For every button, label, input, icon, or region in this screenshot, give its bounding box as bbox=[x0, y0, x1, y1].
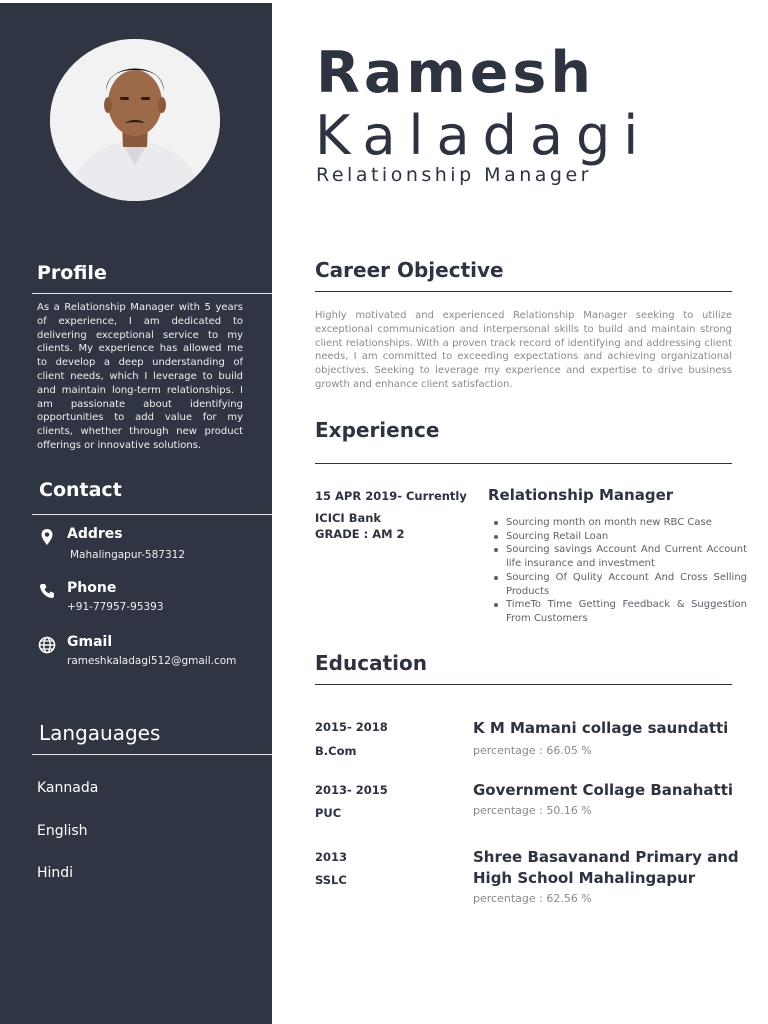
education-percentage: percentage : 62.56 % bbox=[473, 892, 592, 905]
sidebar bbox=[0, 3, 272, 1024]
list-item: Sourcing Retail Loan bbox=[493, 530, 747, 544]
language-item: English bbox=[37, 823, 88, 839]
profile-text: As a Relationship Manager with 5 years of experience, I am dedicated to delivering exceptional service to my clients. My experience has allowed me to develop a deep understanding of client needs, which I leverage to build and maintain long-term relationships. I am passionate about identifying opportunities to add value for my clients, whether through new product offerings or innovative solutions. bbox=[37, 302, 243, 451]
education-school: Shree Basavanand Primary and High School Mahalingapur bbox=[473, 848, 739, 887]
experience-role: Relationship Manager bbox=[488, 486, 674, 504]
phone-value: +91-77957-95393 bbox=[67, 601, 164, 613]
globe-icon bbox=[38, 636, 56, 654]
career-objective-text: Highly motivated and experienced Relationship Manager seeking to utilize exceptional communication and interpersonal skills to build and maintain strong client relationships. With a proven track record of identifying and addressing client needs, I am committed to exceeding expectations and achieving organizational objectives. Seeking to leverage my experience and expertise to drive business growth and enhance client satisfaction. bbox=[315, 310, 732, 390]
education-school: K M Mamani collage saundatti bbox=[473, 719, 729, 737]
gmail-value: rameshkaladagi512@gmail.com bbox=[67, 655, 237, 667]
education-years: 2013- 2015 bbox=[315, 783, 388, 797]
experience-grade: GRADE : AM 2 bbox=[315, 527, 405, 541]
education-degree: B.Com bbox=[315, 744, 357, 758]
last-name: Kaladagi bbox=[315, 104, 652, 167]
gmail-label: Gmail bbox=[67, 634, 113, 650]
experience-company: ICICI Bank bbox=[315, 511, 382, 525]
language-item: Kannada bbox=[37, 780, 99, 796]
experience-divider bbox=[315, 463, 732, 464]
languages-heading: Langauages bbox=[39, 721, 161, 745]
address-label: Addres bbox=[67, 526, 123, 542]
list-item: Sourcing savings Account And Current Account life insurance and investment bbox=[493, 543, 747, 570]
language-item: Hindi bbox=[37, 865, 74, 881]
location-pin-icon bbox=[38, 528, 56, 546]
contact-heading: Contact bbox=[39, 479, 122, 501]
phone-icon bbox=[38, 582, 56, 600]
experience-heading: Experience bbox=[315, 418, 440, 442]
list-item: Sourcing Of Qulity Account And Cross Selling Products bbox=[493, 571, 747, 598]
list-item: TimeTo Time Getting Feedback & Suggestion From Customers bbox=[493, 598, 747, 625]
education-years: 2015- 2018 bbox=[315, 720, 388, 734]
education-school: Government Collage Banahatti bbox=[473, 781, 734, 799]
avatar bbox=[50, 39, 220, 201]
profile-divider bbox=[32, 293, 272, 294]
experience-date: 15 APR 2019- Currently bbox=[315, 489, 467, 503]
phone-label: Phone bbox=[67, 580, 117, 596]
first-name: Ramesh bbox=[316, 40, 595, 106]
profile-heading: Profile bbox=[37, 262, 107, 284]
experience-duties bbox=[493, 516, 747, 626]
education-divider bbox=[315, 684, 732, 685]
education-degree: PUC bbox=[315, 806, 342, 820]
education-percentage: percentage : 66.05 % bbox=[473, 744, 592, 757]
list-item: Sourcing month on month new RBC Case bbox=[493, 516, 747, 530]
education-years: 2013 bbox=[315, 850, 348, 864]
career-objective-divider bbox=[315, 291, 732, 292]
languages-divider bbox=[32, 754, 272, 755]
contact-divider bbox=[32, 514, 272, 515]
education-percentage: percentage : 50.16 % bbox=[473, 804, 592, 817]
education-heading: Education bbox=[315, 651, 427, 675]
career-objective-heading: Career Objective bbox=[315, 258, 504, 282]
address-value: Mahalingapur-587312 bbox=[70, 549, 186, 561]
job-title: Relationship Manager bbox=[316, 164, 592, 186]
education-degree: SSLC bbox=[315, 873, 347, 887]
